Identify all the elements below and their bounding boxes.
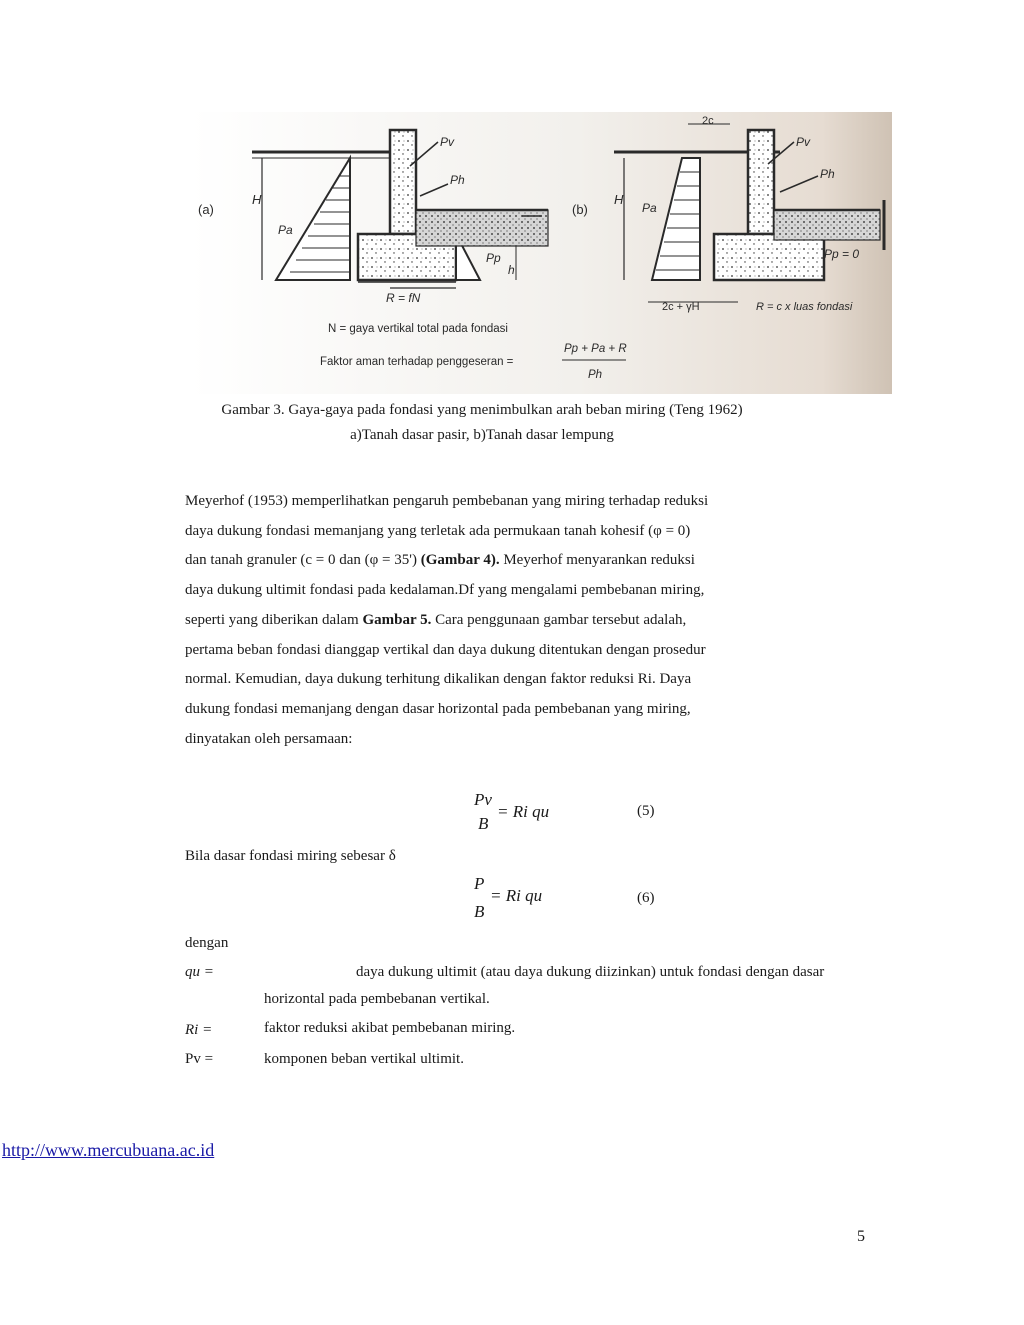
dengan-text: dengan: [185, 935, 229, 951]
eq6-number: (6): [637, 890, 655, 906]
svg-text:Pp = 0: Pp = 0: [824, 247, 860, 261]
figure-caption-line2: a)Tanah dasar pasir, b)Tanah dasar lempung: [350, 427, 614, 443]
svg-text:Ph: Ph: [588, 369, 603, 381]
footer-url-link[interactable]: http://www.mercubuana.ac.id: [2, 1140, 215, 1160]
eq6-rhs: = Ri qu: [490, 886, 543, 905]
def-term-qu: qu =: [185, 964, 214, 980]
def-term-ri: Ri =: [185, 1022, 213, 1038]
ref-gambar-5: Gambar 5.: [362, 611, 432, 628]
label-a: (a): [198, 202, 214, 217]
para-line: daya dukung ultimit fondasi pada kedalaman.Df yang mengalami pembebanan miring,: [185, 582, 705, 599]
para-line: daya dukung fondasi memanjang yang terletak ada permukaan tanah kohesif (φ = 0): [185, 522, 691, 539]
ref-gambar-4: (Gambar 4).: [420, 552, 500, 569]
bila-text: Bila dasar fondasi miring sebesar δ: [185, 848, 396, 864]
svg-text:Pv: Pv: [440, 135, 455, 149]
para-line: dukung fondasi memanjang dengan dasar horizontal pada pembebanan yang miring,: [185, 700, 691, 717]
body-paragraph: [185, 487, 785, 754]
svg-text:Pp: Pp: [486, 251, 501, 265]
def-desc-qu-2: horizontal pada pembebanan vertikal.: [264, 991, 490, 1007]
para-line: seperti yang diberikan dalam Gambar 5. Cara penggunaan gambar tersebut adalah,: [185, 611, 687, 628]
def-term-pv: Pv =: [185, 1051, 214, 1067]
para-line: pertama beban fondasi dianggap vertikal dan daya dukung ditentukan dengan prosedur: [185, 641, 706, 658]
svg-text:Pa: Pa: [278, 223, 293, 237]
para-line: dinyatakan oleh persamaan:: [185, 730, 353, 747]
figure-caption-line1: Gambar 3. Gaya-gaya pada fondasi yang menimbulkan arah beban miring (Teng 1962): [221, 402, 743, 418]
svg-text:H: H: [252, 192, 262, 207]
para-line: dan tanah granuler (c = 0 dan (φ = 35') (Gambar 4). Meyerhof menyarankan reduksi: [185, 552, 695, 569]
def-desc-qu-1: daya dukung ultimit (atau daya dukung diizinkan) untuk fondasi dengan dasar: [356, 964, 825, 980]
svg-text:Pv: Pv: [796, 135, 811, 149]
eq6-numerator: P: [474, 874, 485, 893]
svg-text:N = gaya vertikal total pada f: N = gaya vertikal total pada fondasi: [328, 323, 508, 335]
eq5-rhs: = Ri qu: [497, 802, 550, 821]
svg-text:Ph: Ph: [450, 173, 465, 187]
svg-text:R = fN: R = fN: [386, 291, 421, 305]
label-b: (b): [572, 202, 588, 217]
svg-text:2c + γH: 2c + γH: [662, 301, 700, 313]
def-desc-pv: komponen beban vertikal ultimit.: [264, 1051, 464, 1067]
svg-text:R = c x luas fondasi: R = c x luas fondasi: [756, 301, 853, 313]
eq5-number: (5): [637, 803, 655, 819]
svg-text:2c: 2c: [702, 115, 714, 127]
eq5-numerator: Pv: [474, 790, 492, 809]
eq5-denominator: B: [478, 814, 489, 833]
svg-text:Faktor aman terhadap penggeser: Faktor aman terhadap penggeseran =: [320, 356, 514, 368]
figure-gaya-fondasi: [190, 112, 892, 394]
svg-text:H: H: [614, 192, 624, 207]
svg-text:Pa: Pa: [642, 201, 657, 215]
svg-text:Ph: Ph: [820, 167, 835, 181]
page-number: 5: [857, 1228, 865, 1245]
para-line: Meyerhof (1953) memperlihatkan pengaruh pembebanan yang miring terhadap reduksi: [185, 493, 709, 509]
para-line: normal. Kemudian, daya dukung terhitung dikalikan dengan faktor reduksi Ri. Daya: [185, 671, 692, 688]
svg-text:Pp + Pa + R: Pp + Pa + R: [564, 343, 627, 355]
eq6-denominator: B: [474, 902, 485, 921]
svg-text:h: h: [508, 263, 515, 277]
def-desc-ri: faktor reduksi akibat pembebanan miring.: [264, 1020, 516, 1036]
